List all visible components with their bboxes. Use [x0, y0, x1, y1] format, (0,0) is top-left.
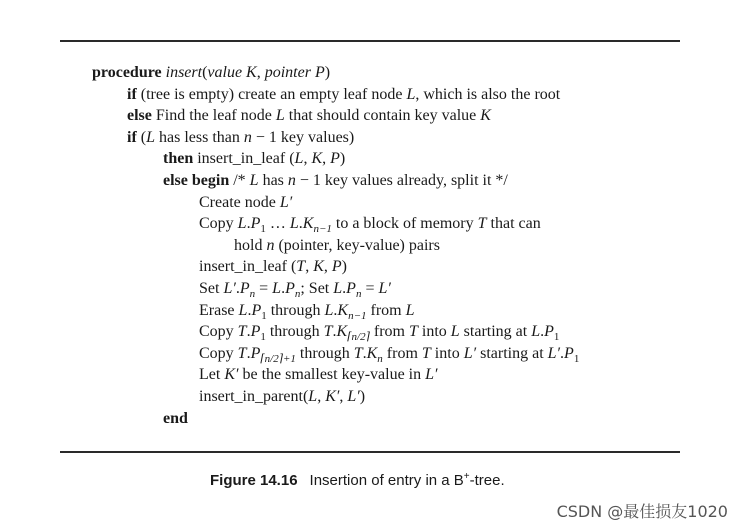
- code-token: n: [355, 288, 362, 300]
- code-line: [199, 279, 391, 299]
- caption-superscript: +: [463, 471, 470, 482]
- code-token: Copy: [199, 344, 238, 362]
- code-token: through: [266, 301, 325, 319]
- code-token: P: [285, 280, 295, 297]
- code-line: [127, 106, 491, 126]
- code-line: [234, 236, 440, 256]
- code-token: 1: [261, 309, 267, 322]
- code-line: [199, 193, 292, 213]
- code-token: (: [202, 64, 208, 81]
- code-token: ): [341, 258, 347, 276]
- code-token: L′: [378, 280, 391, 297]
- code-token: n−1: [348, 309, 367, 322]
- code-token: P: [331, 258, 342, 276]
- caption-text-after: -tree.: [469, 472, 505, 489]
- code-token: P: [250, 344, 261, 362]
- code-line: [163, 409, 188, 429]
- code-token: L′: [425, 366, 438, 384]
- watermark: CSDN @最佳损友1020: [556, 502, 728, 521]
- code-token: then: [163, 150, 198, 168]
- code-token: =: [361, 280, 379, 297]
- code-token: n: [377, 352, 383, 365]
- code-line: [199, 322, 559, 342]
- code-token: from: [366, 301, 406, 319]
- code-token: Find the leaf node: [155, 107, 276, 125]
- code-token: insert_in_leaf (: [197, 150, 295, 168]
- code-token: if: [127, 85, 141, 103]
- code-token: L′: [347, 388, 360, 405]
- code-token: L: [333, 280, 343, 297]
- code-token: (: [140, 128, 147, 146]
- code-token: insert_in_leaf (: [199, 258, 297, 276]
- code-token: L: [289, 215, 299, 233]
- code-token: ,: [256, 64, 265, 81]
- figure-caption: [210, 471, 505, 491]
- code-line: [163, 171, 508, 191]
- code-token: (pointer, key-value) pairs: [274, 236, 440, 254]
- code-line: [199, 301, 415, 321]
- code-token: /*: [233, 172, 250, 189]
- code-token: T: [323, 323, 333, 341]
- code-token: .: [246, 215, 251, 233]
- code-token: n: [294, 288, 301, 300]
- code-token: T: [237, 344, 247, 362]
- code-token: (tree is empty) create an empty leaf node: [140, 85, 407, 103]
- code-token: T: [477, 215, 487, 233]
- code-token: n−1: [313, 223, 332, 236]
- code-token: P: [250, 323, 261, 341]
- code-token: ): [324, 64, 331, 81]
- code-token: through: [295, 344, 354, 362]
- code-token: Copy: [199, 215, 238, 233]
- code-line: [163, 149, 345, 169]
- code-token: ,: [305, 258, 314, 276]
- code-token: L′: [463, 344, 477, 362]
- code-token: K′: [224, 366, 239, 384]
- code-token: T: [408, 323, 418, 341]
- code-token: T: [353, 344, 363, 362]
- code-token: L′: [223, 280, 236, 297]
- code-token: K: [313, 258, 324, 276]
- code-token: Create node: [199, 193, 280, 211]
- code-line: [199, 387, 365, 407]
- code-token: ,: [322, 150, 331, 168]
- code-token: starting at: [459, 323, 532, 341]
- code-token: be the smallest key-value in: [238, 366, 426, 384]
- code-token: 1: [260, 331, 266, 344]
- code-token: ,: [317, 388, 326, 405]
- code-token: n: [287, 172, 296, 189]
- code-token: K′: [325, 388, 340, 405]
- code-token: .: [332, 323, 337, 341]
- code-token: else: [127, 107, 156, 125]
- code-token: L: [249, 172, 259, 189]
- caption-text-before: Insertion of entry in a B: [309, 472, 464, 489]
- code-token: .: [342, 280, 347, 297]
- code-token: .: [560, 344, 565, 362]
- code-token: T: [296, 258, 306, 276]
- code-token: K: [311, 150, 323, 168]
- code-token: to a block of memory: [331, 215, 478, 233]
- code-token: K: [480, 107, 491, 125]
- code-token: 1: [260, 223, 266, 236]
- code-token: that can: [486, 215, 541, 233]
- code-token: 1: [553, 331, 560, 344]
- code-token: end: [163, 409, 188, 427]
- code-token: L: [146, 128, 156, 146]
- code-token: .: [246, 344, 251, 362]
- code-token: if: [127, 128, 141, 146]
- code-token: K: [336, 323, 348, 341]
- code-token: P: [239, 280, 250, 297]
- code-token: n: [266, 236, 275, 254]
- code-line: [199, 344, 579, 364]
- code-token: has: [258, 172, 288, 189]
- code-token: T: [421, 344, 431, 362]
- code-line: [199, 257, 347, 277]
- code-token: L: [324, 301, 334, 319]
- code-line: [127, 85, 560, 105]
- code-token: ; Set: [300, 280, 334, 297]
- code-token: Let: [199, 366, 225, 384]
- code-token: pointer P: [264, 64, 325, 81]
- code-token: ,: [339, 388, 348, 405]
- code-token: that should contain key value: [284, 107, 481, 125]
- code-token: .: [540, 323, 545, 341]
- code-token: L: [450, 323, 460, 341]
- code-token: ,: [323, 258, 332, 276]
- code-token: value K: [207, 64, 257, 81]
- code-token: else begin: [163, 172, 234, 189]
- code-token: K: [366, 344, 378, 362]
- code-token: ⌈n/2⌉: [347, 331, 370, 344]
- code-token: L′: [279, 193, 293, 211]
- code-token: starting at: [476, 344, 548, 362]
- code-token: into: [417, 323, 451, 341]
- code-token: n: [249, 288, 256, 300]
- code-token: insert: [165, 64, 203, 81]
- code-token: P: [346, 280, 356, 297]
- code-token: .: [246, 323, 251, 341]
- code-token: K: [337, 301, 349, 319]
- code-token: ): [359, 388, 366, 405]
- code-token: hold: [234, 236, 267, 254]
- code-token: insert_in_parent(: [199, 388, 309, 405]
- code-token: from: [369, 323, 409, 341]
- code-token: L′: [547, 344, 561, 362]
- code-token: , which is also the root: [415, 85, 561, 103]
- code-token: P: [544, 323, 554, 341]
- code-token: .: [247, 301, 252, 319]
- code-token: =: [255, 280, 273, 297]
- code-token: has less than: [155, 128, 244, 146]
- code-token: P: [251, 301, 262, 319]
- code-token: .: [362, 344, 367, 362]
- code-token: through: [265, 323, 324, 341]
- code-token: L: [238, 301, 248, 319]
- code-token: into: [430, 344, 464, 362]
- code-token: L: [294, 150, 304, 168]
- code-token: .: [235, 280, 240, 297]
- code-token: L: [405, 301, 415, 319]
- code-token: 1: [573, 352, 580, 365]
- code-line: [127, 128, 354, 148]
- code-token: T: [237, 323, 247, 341]
- code-token: L: [406, 85, 416, 103]
- code-token: K: [302, 215, 314, 233]
- code-token: .: [333, 301, 338, 319]
- code-token: ): [339, 150, 346, 168]
- code-line: [199, 365, 438, 385]
- code-line: [199, 214, 541, 234]
- code-token: ⌈n/2⌉+1: [260, 352, 296, 365]
- code-token: ,: [303, 150, 312, 168]
- code-token: procedure: [92, 64, 166, 81]
- code-token: n: [243, 128, 252, 146]
- bottom-rule: [60, 451, 680, 453]
- code-token: Copy: [199, 323, 238, 341]
- figure-label: Figure 14.16: [210, 472, 298, 489]
- code-token: Set: [199, 280, 224, 297]
- code-token: L: [308, 388, 318, 405]
- code-token: P: [250, 215, 261, 233]
- code-token: .: [281, 280, 286, 297]
- code-token: from: [382, 344, 422, 362]
- code-token: P: [330, 150, 340, 168]
- code-token: − 1 key values already, split it */: [295, 172, 508, 189]
- code-token: L: [531, 323, 541, 341]
- code-token: L: [275, 107, 285, 125]
- code-token: − 1 key values): [251, 128, 355, 146]
- code-token: Erase: [199, 301, 239, 319]
- code-token: L: [272, 280, 282, 297]
- code-line: [92, 63, 330, 83]
- code-token: …: [265, 215, 290, 233]
- code-token: P: [564, 344, 574, 362]
- code-token: L: [237, 215, 247, 233]
- code-token: .: [298, 215, 303, 233]
